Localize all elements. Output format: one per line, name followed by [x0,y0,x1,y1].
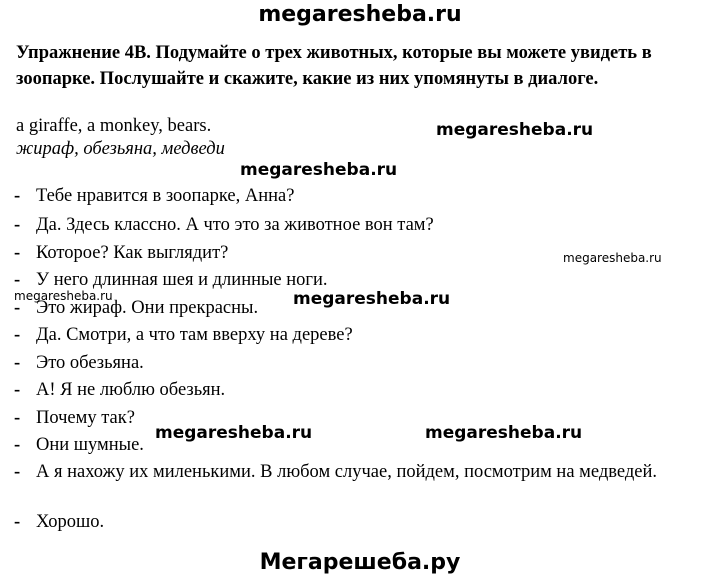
dialogue-dash: - [14,512,21,532]
dialogue-dash: - [14,380,21,400]
dialogue-dash: - [14,408,21,428]
site-header: megaresheba.ru [258,2,462,27]
dialogue-text: Хорошо. [36,512,105,532]
dialogue-text: Тебе нравится в зоопарке, Анна? [36,186,295,206]
watermark: megaresheba.ru [563,251,662,265]
watermark: megaresheba.ru [155,423,313,443]
dialogue-text: Это жираф. Они прекрасны. [36,298,259,318]
dialogue-line [14,460,694,484]
answer-russian: жираф, обезьяна, медведи [16,139,225,159]
dialogue-text: А я нахожу их миленькими. В любом случае, пойдем, посмотрим на медведей. [36,462,657,482]
watermark: megaresheba.ru [425,423,583,443]
dialogue-line [14,184,694,208]
dialogue-dash: - [14,270,21,290]
dialogue-text: Да. Здесь классно. А что это за животное вон там? [36,215,434,235]
dialogue-line [14,213,694,237]
dialogue-line [14,323,694,347]
dialogue-line [14,433,694,457]
watermark: megaresheba.ru [436,120,594,140]
dialogue-dash: - [14,298,21,318]
dialogue-dash: - [14,353,21,373]
dialogue-dash: - [14,462,21,482]
watermark: megaresheba.ru [293,289,451,309]
dialogue-dash: - [14,215,21,235]
dialogue-dash: - [14,325,21,345]
dialogue-text: Они шумные. [36,435,144,455]
answer-english: a giraffe, a monkey, bears. [16,116,212,136]
watermark: megaresheba.ru [14,289,113,303]
site-footer: Мегарешеба.ру [259,550,461,575]
dialogue-line [14,510,694,534]
dialogue-text: Это обезьяна. [36,353,144,373]
dialogue-line [14,378,694,402]
exercise-title: Упражнение 4B. Подумайте о трех животных, которые вы можете увидеть в зоопарке. Послушайте и скажите, какие из них упомянуты в диалоге. [16,43,652,89]
dialogue-line [14,351,694,375]
dialogue-text: У него длинная шея и длинные ноги. [36,270,328,290]
dialogue-dash: - [14,186,21,206]
dialogue-text: Да. Смотри, а что там вверху на дереве? [36,325,353,345]
dialogue-line [14,406,694,430]
dialogue-text: Которое? Как выглядит? [36,243,229,263]
dialogue-text: Почему так? [36,408,135,428]
dialogue-dash: - [14,435,21,455]
watermark: megaresheba.ru [240,160,398,180]
dialogue-dash: - [14,243,21,263]
dialogue-text: А! Я не люблю обезьян. [36,380,226,400]
